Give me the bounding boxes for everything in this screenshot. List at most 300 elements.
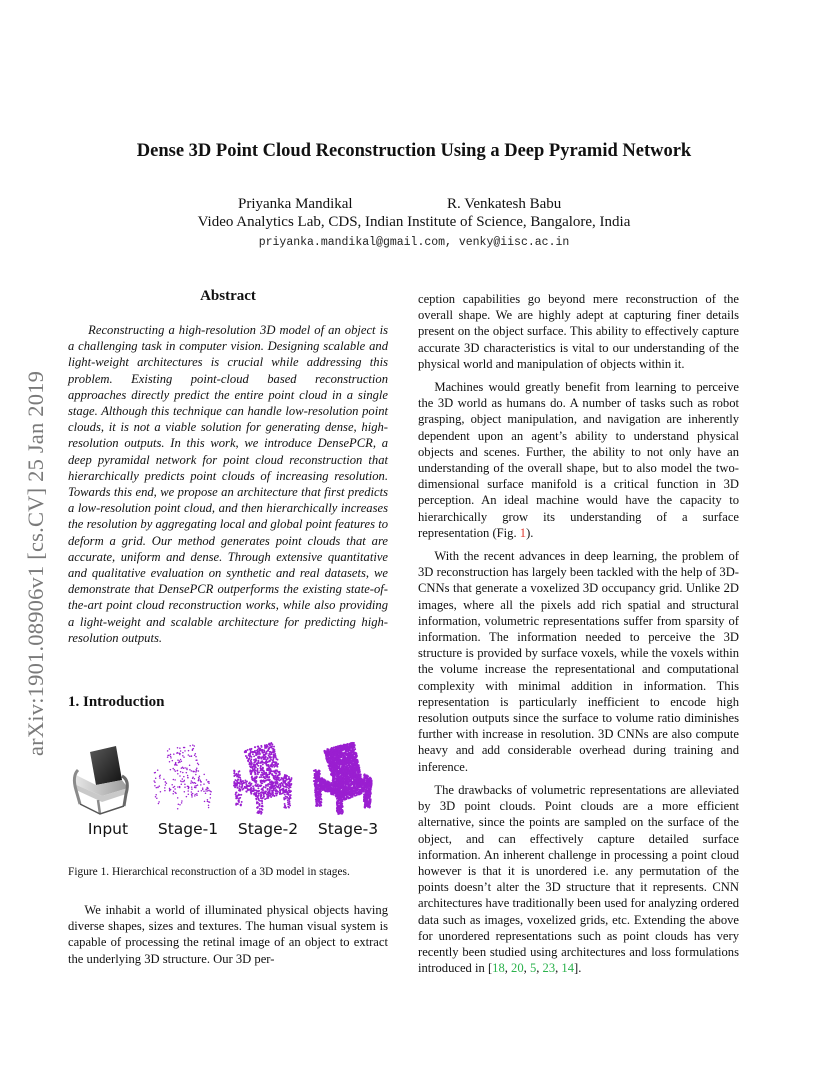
point-cloud-point: [287, 797, 289, 799]
point-cloud-point: [334, 794, 336, 796]
point-cloud-point: [277, 791, 279, 793]
point-cloud-point: [257, 787, 259, 789]
point-cloud-point: [353, 770, 355, 772]
point-cloud-point: [196, 770, 198, 772]
point-cloud-point: [242, 780, 244, 782]
point-cloud-point: [348, 794, 350, 796]
point-cloud-point: [180, 771, 182, 773]
point-cloud-point: [257, 783, 259, 785]
point-cloud-point: [177, 773, 179, 775]
point-cloud-point: [257, 806, 259, 808]
point-cloud-point: [257, 765, 259, 767]
point-cloud-point: [285, 788, 287, 790]
point-cloud-point: [251, 783, 253, 785]
point-cloud-point: [177, 759, 179, 761]
point-cloud-point: [250, 790, 252, 792]
point-cloud-point: [250, 763, 252, 765]
point-cloud-point: [166, 783, 168, 785]
point-cloud-point: [333, 746, 335, 748]
point-cloud-point: [184, 784, 186, 786]
point-cloud-point: [177, 797, 179, 799]
point-cloud-point: [341, 810, 343, 812]
point-cloud-point: [270, 788, 272, 790]
point-cloud-point: [180, 750, 182, 752]
point-cloud-point: [167, 750, 169, 752]
point-cloud-point: [203, 774, 205, 776]
point-cloud-point: [321, 782, 323, 784]
point-cloud-point: [336, 784, 338, 786]
point-cloud-point: [335, 748, 337, 750]
point-cloud-point: [164, 787, 166, 789]
point-cloud-point: [333, 771, 335, 773]
point-cloud-point: [179, 754, 181, 756]
point-cloud-point: [254, 773, 256, 775]
point-cloud-point: [335, 750, 337, 752]
point-cloud-point: [269, 772, 271, 774]
point-cloud-point: [273, 755, 275, 757]
point-cloud-point: [156, 787, 158, 789]
point-cloud-point: [181, 802, 183, 804]
affiliation: Video Analytics Lab, CDS, Indian Institute of Science, Bangalore, India: [197, 214, 631, 230]
point-cloud-point: [353, 779, 355, 781]
point-cloud-point: [351, 760, 353, 762]
point-cloud-point: [261, 746, 263, 748]
point-cloud-point: [345, 770, 347, 772]
citation-link[interactable]: 18: [492, 961, 505, 976]
point-cloud-point: [254, 746, 256, 748]
point-cloud-point: [250, 787, 252, 789]
point-cloud-point: [269, 747, 271, 749]
point-cloud-point: [315, 805, 317, 807]
point-cloud-point: [242, 789, 244, 791]
point-cloud-point: [179, 761, 181, 763]
point-cloud-point: [366, 798, 368, 800]
point-cloud-point: [250, 760, 252, 762]
point-cloud-point: [155, 796, 157, 798]
point-cloud-point: [174, 786, 176, 788]
point-cloud-point: [354, 791, 356, 793]
point-cloud-point: [253, 755, 255, 757]
point-cloud-point: [279, 771, 281, 773]
point-cloud-point: [337, 778, 339, 780]
point-cloud-point: [207, 790, 209, 792]
figure-panel-input: [68, 730, 148, 838]
point-cloud-point: [268, 764, 270, 766]
point-cloud-point: [343, 775, 345, 777]
point-cloud-point: [269, 795, 271, 797]
point-cloud-point: [364, 798, 366, 800]
point-cloud-point: [285, 795, 287, 797]
point-cloud-point: [284, 803, 286, 805]
point-cloud-point: [202, 787, 204, 789]
point-cloud-point: [342, 770, 344, 772]
point-cloud-point: [355, 779, 357, 781]
point-cloud-point: [359, 791, 361, 793]
point-cloud-point: [338, 746, 340, 748]
point-cloud-point: [369, 786, 371, 788]
point-cloud-point: [339, 768, 341, 770]
point-cloud-point: [248, 789, 250, 791]
point-cloud-point: [273, 795, 275, 797]
point-cloud-point: [172, 793, 174, 795]
intro-paragraph: We inhabit a world of illuminated physical objects having diverse shapes, sizes and textures. The human visual system is capable of processing the retinal image of an object to extract the underlying 3D structure. Our 3D per-: [68, 903, 388, 966]
point-cloud-point: [337, 798, 339, 800]
point-cloud-point: [190, 782, 192, 784]
point-cloud-point: [267, 746, 269, 748]
point-cloud-point: [237, 786, 239, 788]
point-cloud-point: [286, 778, 288, 780]
point-cloud-point: [344, 789, 346, 791]
point-cloud-point: [274, 753, 276, 755]
point-cloud-point: [188, 794, 190, 796]
point-cloud-point: [265, 773, 267, 775]
point-cloud-point: [328, 750, 330, 752]
point-cloud-point: [274, 777, 276, 779]
point-cloud-point: [265, 791, 267, 793]
citation-link[interactable]: 20: [511, 961, 524, 976]
point-cloud-point: [174, 769, 176, 771]
point-cloud-point: [290, 786, 292, 788]
point-cloud-point: [315, 790, 317, 792]
point-cloud-point: [257, 773, 259, 775]
point-cloud-point: [188, 750, 190, 752]
point-cloud-point: [338, 807, 340, 809]
point-cloud-point: [246, 781, 248, 783]
point-cloud-point: [337, 763, 339, 765]
point-cloud-point: [248, 759, 250, 761]
point-cloud-point: [341, 812, 343, 814]
point-cloud-point: [260, 762, 262, 764]
point-cloud-point: [366, 777, 368, 779]
point-cloud-point: [326, 755, 328, 757]
point-cloud-medium-image: [228, 730, 308, 815]
point-cloud-point: [251, 777, 253, 779]
figure-panel-stage-2: [228, 730, 308, 838]
stage-label: Stage-2: [237, 820, 299, 838]
point-cloud-point: [269, 768, 271, 770]
point-cloud-point: [198, 770, 200, 772]
point-cloud-point: [233, 775, 235, 777]
point-cloud-point: [348, 758, 350, 760]
point-cloud-point: [324, 750, 326, 752]
point-cloud-point: [159, 785, 161, 787]
point-cloud-point: [191, 770, 193, 772]
point-cloud-point: [154, 772, 156, 774]
point-cloud-point: [192, 744, 194, 746]
point-cloud-point: [159, 777, 161, 779]
point-cloud-point: [258, 762, 260, 764]
point-cloud-point: [253, 764, 255, 766]
arxiv-identifier: arXiv:1901.08906v1 [cs.CV] 25 Jan 2019: [23, 370, 48, 756]
point-cloud-point: [266, 759, 268, 761]
point-cloud-point: [284, 805, 286, 807]
point-cloud-point: [198, 780, 200, 782]
point-cloud-point: [196, 794, 198, 796]
point-cloud-point: [336, 800, 338, 802]
point-cloud-point: [341, 747, 343, 749]
point-cloud-point: [196, 768, 198, 770]
point-cloud-point: [345, 746, 347, 748]
point-cloud-point: [192, 771, 194, 773]
point-cloud-point: [340, 790, 342, 792]
point-cloud-point: [334, 774, 336, 776]
point-cloud-point: [261, 809, 263, 811]
point-cloud-point: [266, 765, 268, 767]
figure-panel-stage-3: [308, 730, 388, 838]
point-cloud-point: [244, 779, 246, 781]
point-cloud-point: [165, 781, 167, 783]
point-cloud-point: [257, 790, 259, 792]
point-cloud-point: [338, 775, 340, 777]
point-cloud-point: [332, 781, 334, 783]
paragraph-text: The drawbacks of volumetric representations are alleviated by 3D point clouds. Point clouds are a more efficient alternative, since the points are sampled on the surface of the object, and can effectively capture detailed surface information. An inherent challenge in processing a point cloud however is that it is unordered i.e. any permutation of the points doesn’t alter the 3D structure that it represents. CNN architectures have traditionally been used for analyzing ordered data such as images, voxelized grids, etc. Extending the above for unordered representations such as point clouds has very recently been studied using architectures and loss formulations introduced in [: [418, 782, 739, 976]
point-cloud-point: [261, 772, 263, 774]
point-cloud-point: [341, 745, 343, 747]
point-cloud-point: [155, 794, 157, 796]
point-cloud-point: [269, 781, 271, 783]
point-cloud-point: [277, 779, 279, 781]
point-cloud-point: [254, 789, 256, 791]
point-cloud-point: [269, 780, 271, 782]
point-cloud-point: [317, 780, 319, 782]
point-cloud-point: [256, 754, 258, 756]
point-cloud-point: [158, 803, 160, 805]
point-cloud-point: [236, 775, 238, 777]
point-cloud-point: [344, 780, 346, 782]
point-cloud-point: [254, 785, 256, 787]
point-cloud-point: [367, 779, 369, 781]
point-cloud-point: [177, 808, 179, 810]
point-cloud-point: [317, 784, 319, 786]
point-cloud-point: [346, 761, 348, 763]
point-cloud-point: [256, 802, 258, 804]
point-cloud-point: [358, 771, 360, 773]
citation-link[interactable]: 14: [561, 961, 575, 976]
point-cloud-point: [155, 777, 157, 779]
point-cloud-point: [343, 794, 345, 796]
point-cloud-point: [342, 783, 344, 785]
point-cloud-point: [369, 800, 371, 802]
point-cloud-point: [238, 770, 240, 772]
point-cloud-point: [191, 791, 193, 793]
point-cloud-point: [196, 759, 198, 761]
point-cloud-point: [239, 774, 241, 776]
point-cloud-point: [290, 780, 292, 782]
point-cloud-point: [195, 753, 197, 755]
point-cloud-point: [205, 792, 207, 794]
point-cloud-point: [267, 788, 269, 790]
point-cloud-point: [194, 785, 196, 787]
point-cloud-point: [352, 749, 354, 751]
point-cloud-point: [353, 751, 355, 753]
point-cloud-point: [263, 773, 265, 775]
point-cloud-point: [338, 779, 340, 781]
point-cloud-point: [268, 754, 270, 756]
point-cloud-point: [319, 770, 321, 772]
point-cloud-point: [342, 760, 344, 762]
point-cloud-point: [237, 794, 239, 796]
figure-1: [68, 730, 388, 845]
point-cloud-point: [243, 782, 245, 784]
point-cloud-point: [319, 797, 321, 799]
point-cloud-point: [355, 768, 357, 770]
point-cloud-point: [273, 788, 275, 790]
point-cloud-point: [288, 787, 290, 789]
point-cloud-point: [348, 785, 350, 787]
point-cloud-point: [354, 795, 356, 797]
point-cloud-point: [349, 791, 351, 793]
point-cloud-point: [284, 775, 286, 777]
point-cloud-point: [250, 791, 252, 793]
point-cloud-point: [328, 764, 330, 766]
point-cloud-point: [177, 747, 179, 749]
point-cloud-point: [319, 788, 321, 790]
point-cloud-point: [344, 768, 346, 770]
point-cloud-point: [327, 781, 329, 783]
point-cloud-point: [207, 799, 209, 801]
point-cloud-point: [189, 745, 191, 747]
point-cloud-point: [349, 797, 351, 799]
point-cloud-point: [194, 794, 196, 796]
point-cloud-point: [279, 792, 281, 794]
point-cloud-point: [352, 792, 354, 794]
point-cloud-point: [341, 796, 343, 798]
point-cloud-point: [263, 786, 265, 788]
point-cloud-point: [360, 781, 362, 783]
point-cloud-point: [276, 793, 278, 795]
point-cloud-point: [196, 793, 198, 795]
point-cloud-point: [266, 761, 268, 763]
point-cloud-point: [368, 783, 370, 785]
point-cloud-point: [177, 770, 179, 772]
point-cloud-point: [255, 782, 257, 784]
point-cloud-point: [183, 747, 185, 749]
point-cloud-point: [338, 785, 340, 787]
point-cloud-point: [332, 776, 334, 778]
point-cloud-point: [256, 763, 258, 765]
point-cloud-point: [241, 801, 243, 803]
point-cloud-point: [210, 797, 212, 799]
point-cloud-point: [263, 750, 265, 752]
point-cloud-point: [362, 786, 364, 788]
citation-link[interactable]: 23: [542, 961, 556, 976]
point-cloud-point: [313, 777, 315, 779]
point-cloud-point: [358, 779, 360, 781]
point-cloud-point: [260, 765, 262, 767]
point-cloud-point: [199, 775, 201, 777]
point-cloud-point: [273, 770, 275, 772]
point-cloud-point: [180, 780, 182, 782]
point-cloud-point: [257, 785, 259, 787]
point-cloud-point: [336, 808, 338, 810]
point-cloud-point: [261, 802, 263, 804]
point-cloud-point: [191, 780, 193, 782]
point-cloud-point: [277, 786, 279, 788]
citation-link[interactable]: 5: [529, 961, 537, 976]
point-cloud-point: [339, 802, 341, 804]
figure-reference-link[interactable]: 1: [519, 525, 527, 540]
figure-caption: Figure 1. Hierarchical reconstruction of a 3D model in stages.: [68, 866, 350, 878]
point-cloud-point: [260, 794, 262, 796]
point-cloud-point: [288, 776, 290, 778]
point-cloud-point: [277, 763, 279, 765]
point-cloud-point: [183, 776, 185, 778]
point-cloud-point: [358, 784, 360, 786]
point-cloud-point: [175, 763, 177, 765]
point-cloud-point: [329, 754, 331, 756]
point-cloud-point: [355, 755, 357, 757]
point-cloud-point: [252, 790, 254, 792]
point-cloud-point: [270, 783, 272, 785]
point-cloud-point: [333, 784, 335, 786]
point-cloud-point: [268, 783, 270, 785]
point-cloud-point: [236, 784, 238, 786]
point-cloud-point: [245, 783, 247, 785]
point-cloud-point: [354, 781, 356, 783]
point-cloud-point: [320, 801, 322, 803]
point-cloud-point: [334, 787, 336, 789]
point-cloud-point: [260, 749, 262, 751]
point-cloud-point: [179, 804, 181, 806]
point-cloud-point: [181, 761, 183, 763]
point-cloud-point: [272, 750, 274, 752]
point-cloud-point: [189, 769, 191, 771]
point-cloud-point: [275, 772, 277, 774]
point-cloud-point: [257, 769, 259, 771]
point-cloud-point: [259, 803, 261, 805]
point-cloud-point: [365, 804, 367, 806]
point-cloud-point: [184, 791, 186, 793]
point-cloud-point: [354, 788, 356, 790]
point-cloud-point: [282, 783, 284, 785]
point-cloud-point: [259, 808, 261, 810]
point-cloud-point: [339, 788, 341, 790]
point-cloud-point: [179, 747, 181, 749]
point-cloud-point: [252, 751, 254, 753]
point-cloud-point: [342, 765, 344, 767]
point-cloud-point: [182, 778, 184, 780]
point-cloud-point: [173, 753, 175, 755]
point-cloud-point: [154, 785, 156, 787]
point-cloud-point: [317, 788, 319, 790]
point-cloud-point: [172, 768, 174, 770]
point-cloud-point: [360, 786, 362, 788]
point-cloud-point: [247, 749, 249, 751]
point-cloud-point: [266, 757, 268, 759]
point-cloud-point: [206, 779, 208, 781]
point-cloud-point: [248, 753, 250, 755]
point-cloud-point: [208, 801, 210, 803]
point-cloud-point: [275, 763, 277, 765]
point-cloud-point: [334, 791, 336, 793]
point-cloud-point: [318, 772, 320, 774]
point-cloud-point: [268, 776, 270, 778]
point-cloud-point: [256, 750, 258, 752]
point-cloud-point: [170, 789, 172, 791]
point-cloud-point: [186, 772, 188, 774]
point-cloud-point: [254, 771, 256, 773]
point-cloud-point: [334, 764, 336, 766]
point-cloud-point: [169, 761, 171, 763]
point-cloud-point: [332, 753, 334, 755]
point-cloud-point: [157, 769, 159, 771]
point-cloud-point: [163, 779, 165, 781]
point-cloud-point: [368, 795, 370, 797]
point-cloud-point: [195, 774, 197, 776]
point-cloud-point: [170, 754, 172, 756]
stage-label: Input: [87, 820, 129, 838]
point-cloud-point: [180, 759, 182, 761]
